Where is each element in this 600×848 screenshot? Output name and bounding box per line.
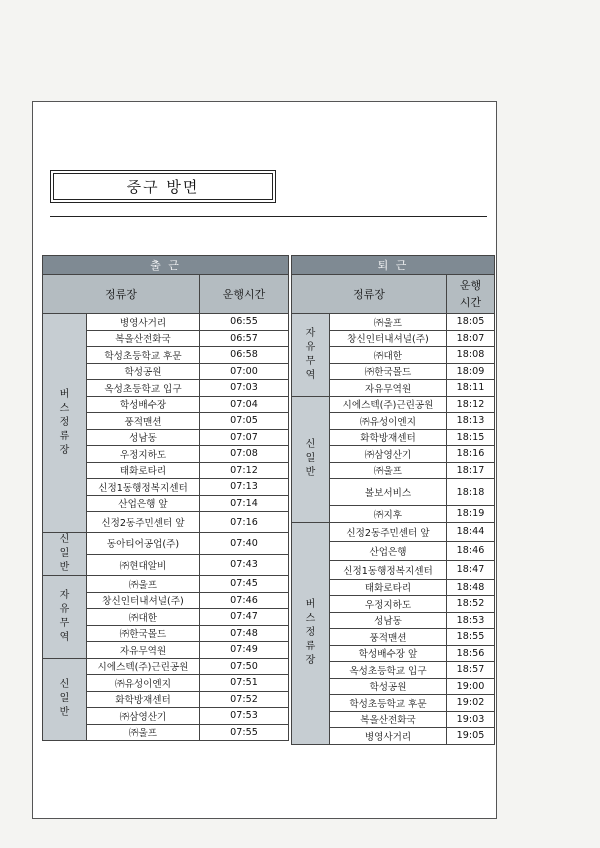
- stop-name: 옥성초등학교 입구: [87, 380, 200, 397]
- stop-name: 학성초등학교 후문: [87, 347, 200, 364]
- group-label-char: 류: [305, 641, 316, 652]
- stop-name: 시에스텍(주)근린공원: [87, 658, 200, 675]
- departure-time: 07:47: [200, 609, 289, 626]
- group-label: [43, 576, 87, 659]
- departure-time: 18:07: [447, 330, 495, 347]
- departure-time: 18:15: [447, 429, 495, 446]
- departure-time: 07:14: [200, 495, 289, 512]
- departure-time: 07:45: [200, 576, 289, 593]
- stop-name: 학성공원: [87, 363, 200, 380]
- departure-time: 18:09: [447, 363, 495, 380]
- stop-name: ㈜대한: [330, 347, 447, 364]
- departure-time: 07:53: [200, 708, 289, 725]
- group-label-char: 유: [305, 341, 316, 353]
- departure-time: 19:00: [447, 678, 495, 695]
- stop-name: 복올산전화국: [87, 330, 200, 347]
- schedule-page: [32, 101, 497, 819]
- departure-time: 07:51: [200, 675, 289, 692]
- title-underline: [50, 216, 487, 217]
- table-row: [43, 533, 289, 555]
- departure-time: 18:17: [447, 462, 495, 479]
- stop-name: 병영사거리: [87, 314, 200, 331]
- group-label-char: 자: [305, 327, 316, 339]
- group-label-char: 일: [59, 693, 70, 705]
- table-row: [292, 396, 495, 413]
- stop-name: ㈜유성이엔지: [87, 675, 200, 692]
- departure-time: 18:19: [447, 506, 495, 523]
- stop-name: 산업은행 앞: [87, 495, 200, 512]
- departure-time: 19:05: [447, 728, 495, 745]
- stop-name: 우정지하도: [330, 596, 447, 613]
- evening-time-header-line2: 시간: [459, 296, 482, 309]
- stop-name: ㈜현대알비: [87, 554, 200, 576]
- group-label-char: 반: [305, 467, 316, 478]
- stop-name: 옥성초등학교 입구: [330, 662, 447, 679]
- departure-time: 18:44: [447, 522, 495, 541]
- departure-time: 19:03: [447, 711, 495, 728]
- stop-name: 태화로타리: [330, 579, 447, 596]
- departure-time: 07:43: [200, 554, 289, 576]
- stop-name: 신정1동행정복지센터: [87, 479, 200, 496]
- group-label-char: 역: [59, 631, 70, 643]
- departure-time: 07:13: [200, 479, 289, 496]
- departure-time: 07:04: [200, 396, 289, 413]
- departure-time: 06:55: [200, 314, 289, 331]
- evening-time-column-header: [447, 275, 495, 314]
- group-label-char: 신: [305, 439, 316, 450]
- group-label: [292, 314, 330, 397]
- departure-time: 07:05: [200, 413, 289, 430]
- stop-name: 창신인터내셔널(주): [330, 330, 447, 347]
- departure-time: 18:55: [447, 629, 495, 646]
- stop-name: ㈜삼영산기: [87, 708, 200, 725]
- stop-name: 볼보서비스: [330, 479, 447, 506]
- stop-name: 학성배수장: [87, 396, 200, 413]
- table-row: [292, 314, 495, 331]
- departure-time: 18:56: [447, 645, 495, 662]
- evening-stop-column-header: 정류장: [292, 275, 447, 314]
- stop-name: 신정2동주민센터 앞: [330, 522, 447, 541]
- stop-name: 복올산전화국: [330, 711, 447, 728]
- departure-time: 18:08: [447, 347, 495, 364]
- stop-name: 화학방재센터: [330, 429, 447, 446]
- group-label: [292, 522, 330, 744]
- group-label-char: 일: [59, 548, 70, 559]
- departure-time: 18:05: [447, 314, 495, 331]
- group-label-char: 역: [305, 369, 316, 381]
- departure-time: 07:50: [200, 658, 289, 675]
- departure-time: 18:46: [447, 541, 495, 560]
- group-label-char: 무: [59, 617, 70, 629]
- stop-name: 신정2동주민센터 앞: [87, 512, 200, 533]
- stop-name: 자유무역원: [330, 380, 447, 397]
- departure-time: 07:46: [200, 592, 289, 609]
- group-label: [43, 658, 87, 741]
- group-label-char: 버: [59, 389, 70, 400]
- departure-time: 18:53: [447, 612, 495, 629]
- stop-name: 풍적맨션: [87, 413, 200, 430]
- stop-name: ㈜지후: [330, 506, 447, 523]
- stop-name: 성남동: [330, 612, 447, 629]
- stop-name: 병영사거리: [330, 728, 447, 745]
- stop-name: 자유무역원: [87, 642, 200, 659]
- departure-time: 07:49: [200, 642, 289, 659]
- departure-time: 19:02: [447, 695, 495, 712]
- stop-name: 우정지하도: [87, 446, 200, 463]
- group-label-char: 버: [305, 599, 316, 610]
- stop-name: 동아티어공업(주): [87, 533, 200, 555]
- stop-name: 학성공원: [330, 678, 447, 695]
- departure-time: 18:52: [447, 596, 495, 613]
- stop-name: 시에스텍(주)근린공원: [330, 396, 447, 413]
- stop-name: ㈜울프: [87, 724, 200, 741]
- departure-time: 07:40: [200, 533, 289, 555]
- evening-body: [292, 314, 495, 745]
- stop-name: 창신인터내셔널(주): [87, 592, 200, 609]
- departure-time: 07:55: [200, 724, 289, 741]
- departure-time: 07:00: [200, 363, 289, 380]
- evening-header: 퇴 근: [292, 256, 495, 275]
- table-row: [43, 658, 289, 675]
- stop-name: 산업은행: [330, 541, 447, 560]
- stop-name: ㈜한국몰드: [87, 625, 200, 642]
- stop-name: ㈜삼영산기: [330, 446, 447, 463]
- departure-time: 07:48: [200, 625, 289, 642]
- departure-time: 06:58: [200, 347, 289, 364]
- departure-time: 06:57: [200, 330, 289, 347]
- group-label-char: 장: [59, 445, 70, 456]
- departure-time: 18:57: [447, 662, 495, 679]
- stop-name: ㈜울프: [330, 314, 447, 331]
- stop-name: 태화로타리: [87, 462, 200, 479]
- morning-time-column-header: 운행시간: [200, 275, 289, 314]
- stop-name: 학성초등학교 후문: [330, 695, 447, 712]
- group-label: [43, 533, 87, 576]
- departure-time: 07:08: [200, 446, 289, 463]
- group-label-char: 정: [305, 627, 316, 638]
- evening-table: [291, 255, 495, 745]
- evening-time-header-line1: 운행: [459, 279, 482, 292]
- departure-time: 18:11: [447, 380, 495, 397]
- group-label-char: 스: [305, 613, 316, 624]
- departure-time: 07:16: [200, 512, 289, 533]
- table-row: [43, 576, 289, 593]
- morning-table: [42, 255, 289, 741]
- departure-time: 18:12: [447, 396, 495, 413]
- table-row: [43, 314, 289, 331]
- morning-header: 출 근: [43, 256, 289, 275]
- group-label-char: 무: [305, 355, 316, 367]
- group-label: [292, 396, 330, 522]
- group-label-char: 일: [305, 453, 316, 464]
- departure-time: 18:48: [447, 579, 495, 596]
- stop-name: 성남동: [87, 429, 200, 446]
- table-row: [292, 522, 495, 541]
- departure-time: 18:47: [447, 560, 495, 579]
- group-label-char: 반: [59, 707, 70, 719]
- morning-stop-column-header: 정류장: [43, 275, 200, 314]
- stop-name: ㈜유성이엔지: [330, 413, 447, 430]
- departure-time: 18:18: [447, 479, 495, 506]
- group-label-char: 자: [59, 589, 70, 601]
- group-label-char: 신: [59, 679, 70, 691]
- stop-name: 화학방재센터: [87, 691, 200, 708]
- departure-time: 07:12: [200, 462, 289, 479]
- departure-time: 07:03: [200, 380, 289, 397]
- group-label-char: 반: [59, 562, 70, 573]
- stop-name: 신정1동행정복지센터: [330, 560, 447, 579]
- stop-name: 풍적맨션: [330, 629, 447, 646]
- stop-name: ㈜울프: [330, 462, 447, 479]
- departure-time: 07:07: [200, 429, 289, 446]
- group-label-char: 류: [59, 431, 70, 442]
- group-label-char: 스: [59, 403, 70, 414]
- departure-time: 07:52: [200, 691, 289, 708]
- morning-body: [43, 314, 289, 741]
- stop-name: ㈜한국몰드: [330, 363, 447, 380]
- stop-name: 학성배수장 앞: [330, 645, 447, 662]
- group-label: [43, 314, 87, 533]
- group-label-char: 신: [59, 534, 70, 545]
- group-label-char: 유: [59, 603, 70, 615]
- group-label-char: 정: [59, 417, 70, 428]
- stop-name: ㈜울프: [87, 576, 200, 593]
- group-label-char: 장: [305, 655, 316, 666]
- page-title: 중구 방면: [53, 173, 273, 200]
- departure-time: 18:16: [447, 446, 495, 463]
- stop-name: ㈜대한: [87, 609, 200, 626]
- departure-time: 18:13: [447, 413, 495, 430]
- title-box: [50, 170, 276, 203]
